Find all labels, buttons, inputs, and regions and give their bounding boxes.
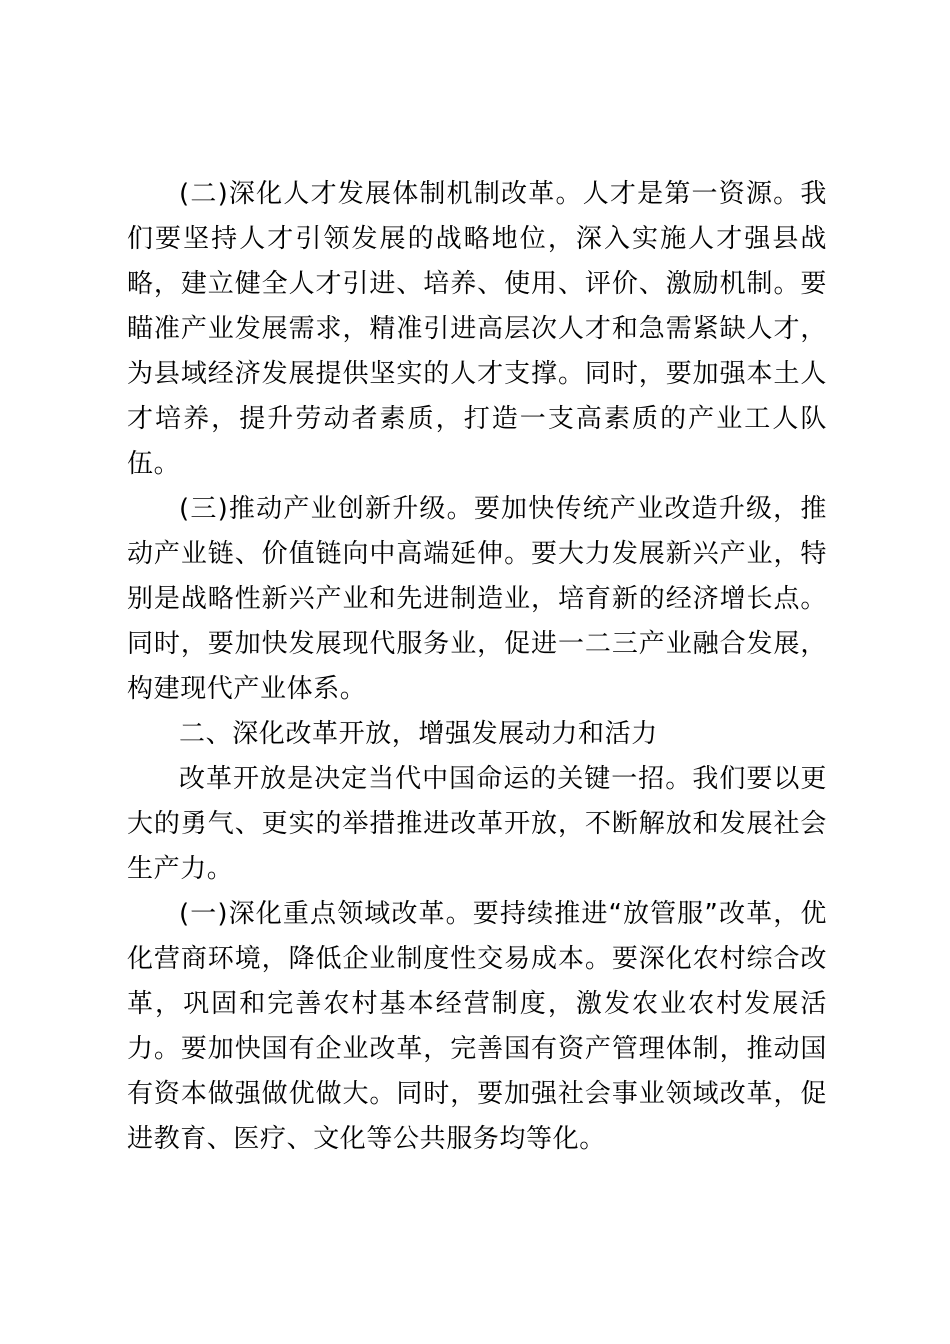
paragraph-talent-reform: (二)深化人才发展体制机制改革。人才是第一资源。我们要坚持人才引领发展的战略地位，深入实施人才强县战略，建立健全人才引进、培养、使用、评价、激励机制。要瞄准产业发展需求，精准引进高层次人才和急需紧缺人才，为县域经济发展提供坚实的人才支撑。同时，要加强本土人才培养，提升劳动者素质，打造一支高素质的产业工人队伍。 xyxy=(127,179,827,479)
section-heading-reform-opening: 二、深化改革开放，增强发展动力和活力 xyxy=(179,719,658,749)
document-page xyxy=(127,172,827,1162)
paragraph-key-areas-reform: (一)深化重点领域改革。要持续推进“放管服”改革，优化营商环境，降低企业制度性交易成本。要深化农村综合改革，巩固和完善农村基本经营制度，激发农业农村发展活力。要加快国有企业改革，完善国有资产管理体制，推动国有资本做强做优做大。同时，要加强社会事业领域改革，促进教育、医疗、文化等公共服务均等化。 xyxy=(127,899,827,1154)
paragraph-reform-intro: 改革开放是决定当代中国命运的关键一招。我们要以更大的勇气、更实的举措推进改革开放，不断解放和发展社会生产力。 xyxy=(127,764,827,884)
paragraph-industry-upgrade: (三)推动产业创新升级。要加快传统产业改造升级，推动产业链、价值链向中高端延伸。要大力发展新兴产业，特别是战略性新兴产业和先进制造业，培育新的经济增长点。同时，要加快发展现代服务业，促进一二三产业融合发展，构建现代产业体系。 xyxy=(127,494,827,704)
